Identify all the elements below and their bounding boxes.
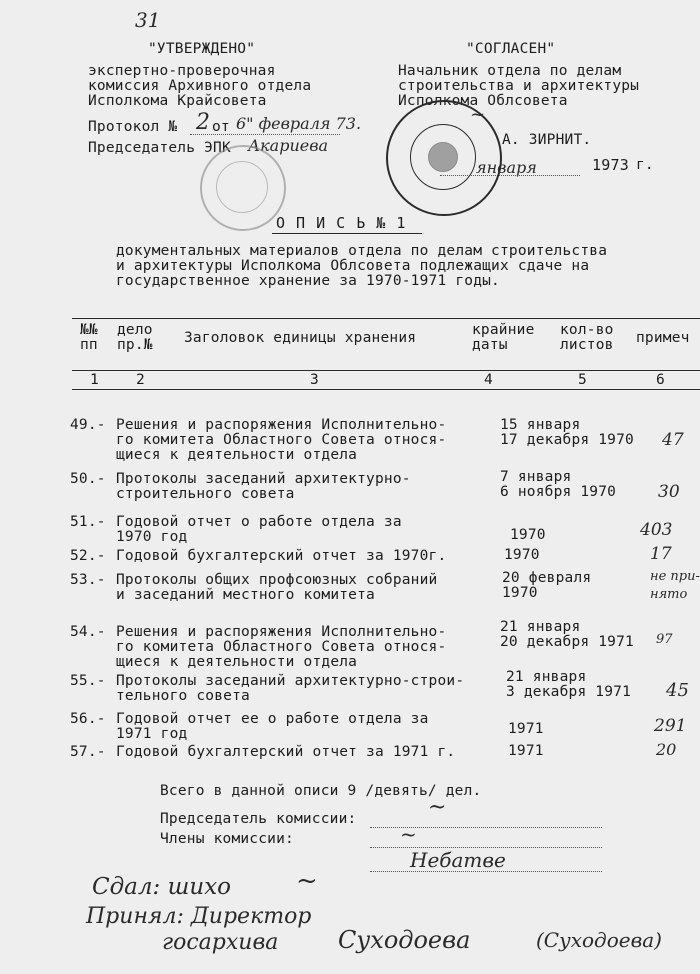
header-dates-1: крайние [472, 322, 535, 338]
page-number-handwritten: 31 [135, 8, 161, 32]
row-53-date-1: 20 февраля [502, 570, 592, 586]
row-50-date-1: 7 января [500, 469, 572, 485]
total-line: Всего в данной описи 9 /девять/ дел. [160, 783, 482, 799]
row-52-date: 1970 [504, 547, 540, 563]
header-sheets-2: листов [560, 337, 614, 353]
row-54-number: 54.- [70, 624, 106, 640]
member-1-signature: ~ [400, 822, 417, 846]
agreed-name: А. ЗИРНИТ. [502, 132, 592, 148]
agreed-line-2: строительства и архитектуры [398, 78, 640, 94]
row-52-number: 52.- [70, 548, 106, 564]
approved-line-1: экспертно-проверочная [88, 63, 276, 79]
archive-stamp-left [200, 145, 286, 231]
row-55-date-1: 21 января [506, 669, 587, 685]
approved-line-3: Исполкома Крайсовета [88, 93, 267, 109]
row-57-note: 20 [656, 740, 677, 759]
row-57-number: 57.- [70, 744, 106, 760]
doc-description-1: документальных материалов отдела по делам строительства [116, 243, 608, 259]
commission-members-label: Члены комиссии: [160, 831, 294, 847]
row-54-note: 97 [656, 632, 673, 647]
row-56-title-1: Годовой отчет ее о работе отдела за [116, 711, 429, 727]
agreed-signature: ~ [470, 104, 486, 125]
protocol-number-handwritten: 2 [196, 110, 210, 135]
row-53-note: не при-нято [650, 569, 700, 602]
agreed-line-1: Начальник отдела по делам [398, 63, 622, 79]
row-56-title-2: 1971 год [116, 726, 188, 742]
received-signature: Суходоева [338, 926, 471, 954]
row-54-title-3: щиеся к деятельности отдела [116, 654, 358, 670]
table-top-rule [72, 318, 700, 319]
approved-title: "УТВЕРЖДЕНО" [148, 41, 256, 57]
header-delo-1: дело [117, 322, 153, 338]
row-51-date: 1970 [510, 527, 546, 543]
header-note: примеч [636, 330, 690, 346]
row-50-title-1: Протоколы заседаний архитектурно- [116, 471, 411, 487]
row-51-note: 403 [640, 520, 673, 540]
agreed-line-3: Исполкома Облсовета [398, 93, 568, 109]
chairman-epk-label: Председатель ЭПК [88, 140, 231, 156]
agreed-title: "СОГЛАСЕН" [466, 41, 556, 57]
doc-description-2: и архитектуры Исполкома Облсовета подлежащих сдаче на [116, 258, 590, 274]
row-55-title-1: Протоколы заседаний архитектурно-строи- [116, 673, 465, 689]
row-54-date-2: 20 декабря 1971 [500, 634, 634, 650]
member-2-signature: Небатве [410, 848, 506, 872]
row-57-title-1: Годовой бухгалтерский отчет за 1971 г. [116, 744, 456, 760]
row-56-number: 56.- [70, 711, 106, 727]
header-sheets-1: кол-во [560, 322, 614, 338]
row-57-date: 1971 [508, 743, 544, 759]
doc-title: О П И С Ь № 1 [276, 214, 407, 232]
row-55-title-2: тельного совета [116, 688, 250, 704]
archive-stamp-inner-ring [216, 161, 268, 213]
chairman-signature: ~ [428, 795, 447, 820]
protocol-label: Протокол № [88, 119, 178, 135]
row-50-date-2: 6 ноября 1970 [500, 484, 617, 500]
column-number-4: 4 [484, 372, 493, 388]
row-53-date-2: 1970 [502, 585, 538, 601]
row-49-note: 47 [662, 430, 684, 450]
handed-over-label: Сдал: шихо [92, 874, 232, 900]
column-number-1: 1 [90, 372, 99, 388]
row-49-title-3: щиеся к деятельности отдела [116, 447, 358, 463]
doc-title-underline [272, 233, 422, 234]
protocol-date-handwritten: 6" февраля 73. [236, 114, 362, 133]
received-name-printed: (Суходоева) [536, 928, 662, 952]
header-dates-2: даты [472, 337, 508, 353]
agreed-year-suffix: г. [636, 157, 654, 173]
row-56-date: 1971 [508, 721, 544, 737]
row-50-number: 50.- [70, 471, 106, 487]
handed-over-signature: ~ [296, 866, 318, 896]
row-53-title-2: и заседаний местного комитета [116, 587, 375, 603]
row-53-title-1: Протоколы общих профсоюзных собраний [116, 572, 438, 588]
header-nn-1: №№ [80, 322, 98, 338]
protocol-from: от [212, 119, 230, 135]
column-number-3: 3 [310, 372, 319, 388]
doc-description-3: государственное хранение за 1970-1971 годы. [116, 273, 500, 289]
row-56-note: 291 [654, 716, 687, 736]
row-49-number: 49.- [70, 417, 106, 433]
column-number-2: 2 [136, 372, 145, 388]
header-title: Заголовок единицы хранения [184, 330, 417, 346]
row-49-date-1: 15 января [500, 417, 581, 433]
row-52-title-1: Годовой бухгалтерский отчет за 1970г. [116, 548, 447, 564]
row-52-note: 17 [650, 544, 672, 564]
agreed-date-handwritten: января [476, 158, 537, 177]
column-number-5: 5 [578, 372, 587, 388]
commission-chairman-label: Председатель комиссии: [160, 811, 357, 827]
received-label: Принял: Директор [86, 904, 312, 929]
row-49-date-2: 17 декабря 1970 [500, 432, 634, 448]
row-54-title-2: го комитета Областного Совета относя- [116, 639, 447, 655]
protocol-underline [190, 133, 340, 135]
row-53-number: 53.- [70, 572, 106, 588]
row-49-title-2: го комитета Областного Совета относя- [116, 432, 447, 448]
row-50-title-2: строительного совета [116, 486, 295, 502]
table-header-rule [72, 370, 700, 371]
column-number-6: 6 [656, 372, 665, 388]
row-55-note: 45 [666, 680, 689, 701]
chairman-epk-signature: Акариева [248, 136, 329, 155]
approved-line-2: комиссия Архивного отдела [88, 78, 312, 94]
row-55-number: 55.- [70, 673, 106, 689]
header-delo-2: пр.№ [117, 337, 153, 353]
row-51-number: 51.- [70, 514, 106, 530]
official-seal-emblem [428, 142, 458, 172]
header-nn-2: пп [80, 337, 98, 353]
agreed-year: 1973 [592, 156, 629, 174]
row-54-date-1: 21 января [500, 619, 581, 635]
row-55-date-2: 3 декабря 1971 [506, 684, 632, 700]
row-51-title-2: 1970 год [116, 529, 188, 545]
table-numbers-rule [72, 389, 700, 390]
row-49-title-1: Решения и распоряжения Исполнительно- [116, 417, 447, 433]
received-organization: госархива [162, 930, 279, 955]
row-50-note: 30 [658, 482, 680, 502]
row-54-title-1: Решения и распоряжения Исполнительно- [116, 624, 447, 640]
row-51-title-1: Годовой отчет о работе отдела за [116, 514, 402, 530]
